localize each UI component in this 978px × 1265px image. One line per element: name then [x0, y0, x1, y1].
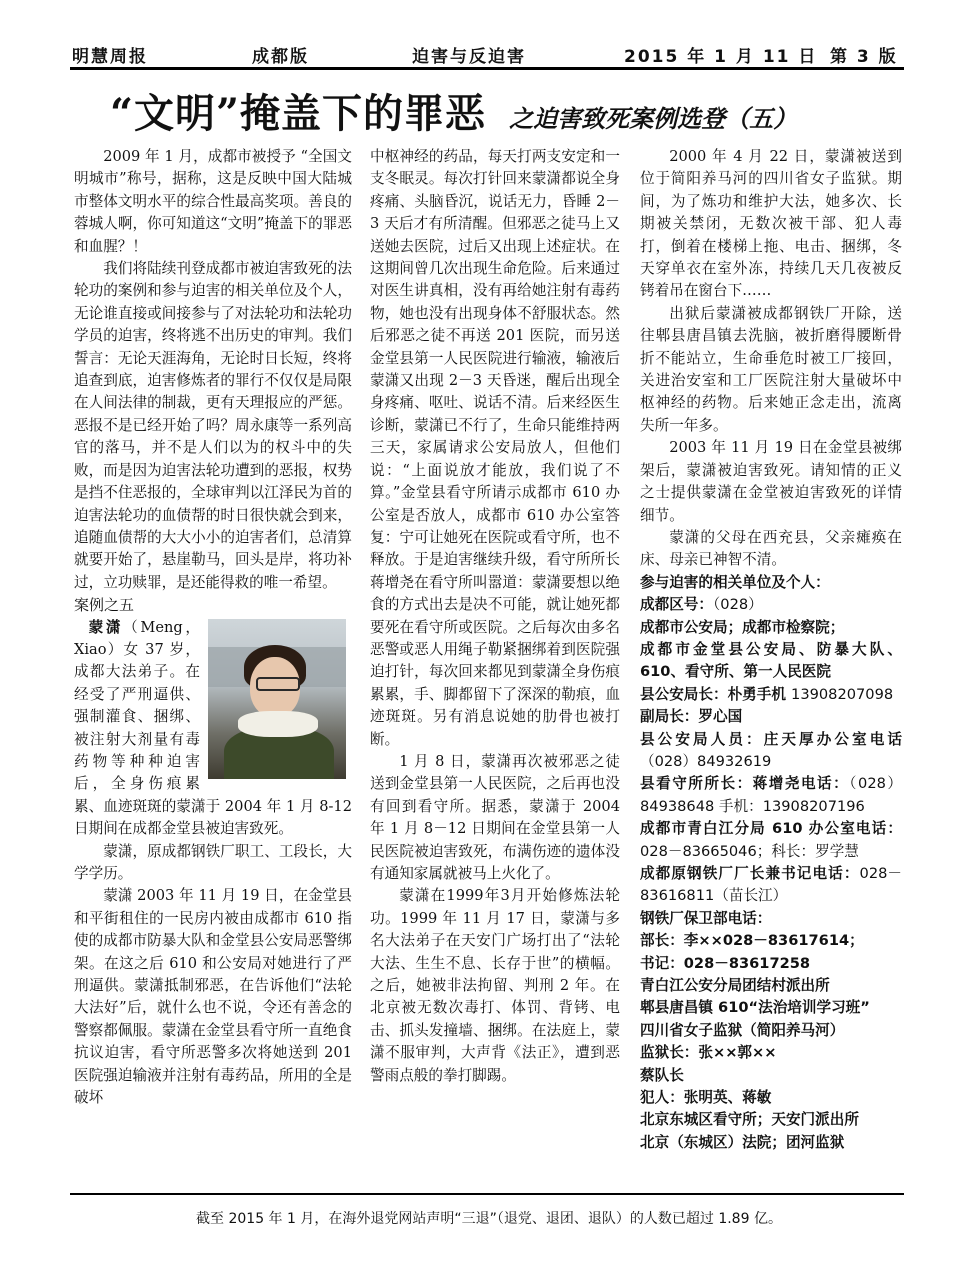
list-item: 县公安局长：朴勇手机 13908207098 — [640, 685, 894, 703]
list-item: 郫县唐昌镇 610“法治培训学习班” — [640, 999, 870, 1017]
column-1 — [74, 146, 352, 1109]
list-item: 成都区号：（028） — [640, 596, 763, 614]
list-item: 钢铁厂保卫部电话： — [640, 909, 772, 927]
footer-note: 截至 2015 年 1 月，在海外退党网站声明“三退”（退党、退团、退队）的人数已超过 1.89 亿。 — [196, 1211, 782, 1227]
list-item: 部长：李××028－83617614； — [640, 932, 864, 950]
list-item: 书记：028－83617258 — [640, 954, 811, 972]
prison-paragraph: 2000 年 4 月 22 日，蒙潇被送到位于简阳养马河的四川省女子监狱。期间，为了炼功和维护大法，她多次、长期被关禁闭，无数次被干部、犯人毒打，倒着在楼梯上拖、电击、捆绑，冬天穿单衣在室外冻，持续几天几夜被反铐着吊在窗台下…… — [640, 148, 902, 300]
list-title: 参与迫害的相关单位及个人： — [640, 573, 830, 591]
arrest-paragraph: 蒙潇 2003 年 11 月 19 日，在金堂县和平街租住的一民房内被由成都市 610 指使的成都市防暴大队和金堂县公安局恶警绑架。在这之后 610 和公安局对她进行了严刑逼供。蒙潇抵制邪恶，在告诉他们“法轮大法好”后，就什么也不说，令还有善念的警察都佩服。蒙潇在金堂县看守所一直绝食抗议迫害，看守所恶警多次将她送到 201 医院强迫输液并注射有毒药品，所用的全是破坏 — [74, 887, 352, 1107]
edition-label: 成都版 — [252, 47, 309, 67]
list-item: 四川省女子监狱（简阳养马河） — [640, 1021, 845, 1039]
appeal-paragraph: 2003 年 11 月 19 日在金堂县被绑架后，蒙潇被迫害致死。请知情的正义之士提供蒙潇在金堂被迫害致死的详情细节。 — [640, 439, 902, 524]
case-name: 蒙潇 — [88, 618, 124, 636]
list-item: 青白江公安分局团结村派出所 — [640, 977, 830, 995]
list-item: 县看守所所长：蒋增尧电话：（028）84938648 手机：13908207196 — [640, 775, 902, 815]
masthead — [72, 38, 904, 66]
masthead-rule — [70, 67, 904, 70]
list-item: 监狱长：张××郭×× — [640, 1044, 777, 1062]
intro-paragraph: 2009 年 1 月，成都市被授予 “全国文明城市”称号，据称，这是反映中国大陆城市整体文明水平的综合性最高奖项。善良的蓉城人啊，你可知道这“文明”掩盖下的罪恶和血腥？！ — [74, 148, 352, 255]
list-item: 北京东城区看守所；天安门派出所 — [640, 1111, 859, 1129]
victim-photo — [208, 619, 346, 779]
death-paragraph: 1 月 8 日，蒙潇再次被邪恶之徒送到金堂县第一人民医院，之后再也没有回到看守所。据悉，蒙潇于 2004 年 1 月 8－12 日期间在金堂县第一人民医院被迫害致死，布满伤迹的遗体没有通知家属就被马上火化了。 — [370, 752, 620, 882]
page-number: 第 3 版 — [830, 47, 898, 67]
headline-sub: 之迫害致死案例选登（五） — [509, 104, 798, 133]
list-item: 成都市青白江分局 610 办公室电话：028－83665046；科长：罗学慧 — [640, 820, 902, 860]
detention-paragraph: 中枢神经的药品，每天打两支安定和一支冬眠灵。每次打针回来蒙潇都说全身疼痛、头脑昏沉，说话无力，昏睡 2－3 天后才有所清醒。但邪恶之徒马上又送她去医院，过后又出现上述症状。在这期间曾几次出现生命危险。后来通过对医生讲真相，没有再给她注射有毒药物，她也没有出现身体不舒服状态。然后邪恶之徒不再送 201 医院，而另送金堂县第一人民医院进行输液，输液后蒙潇又出现 2－3 天昏迷，醒后出现全身疼痛、呕吐、说话不清。后来经医生诊断，蒙潇已不行了，生命只能维持两三天，家属请求公安局放人，但他们说：“上面说放才能放，我们说了不算。”金堂县看守所请示成都市 610 办公室是否放人，成都市 610 办公室答复：宁可让她死在医院或看守所，也不释放。于是迫害继续升级，看守所所长蒋增尧在看守所叫嚣道：蒙潇要想以绝食的方式出去是决不可能，就让她死都要死在看守所或医院。之后每次由多名恶警或恶人用绳子勒紧捆绑着到医院强迫打针，每次回来都见到蒙潇全身伤痕累累，手、脚都留下了深深的勒痕，血迹斑斑。另有消息说她的肋骨也被打断。 — [370, 148, 620, 748]
bio-paragraph: 蒙潇，原成都钢铁厂职工、工段长，大学学历。 — [74, 842, 352, 882]
list-item: 成都市金堂县公安局、防暴大队、610、看守所、第一人民医院 — [640, 640, 902, 681]
footer-rule — [70, 1193, 904, 1195]
section-title: 案例之五 — [74, 596, 135, 615]
statement-paragraph: 我们将陆续刊登成都市被迫害致死的法轮功的案例和参与迫害的相关单位及个人，无论谁直接或间接参与了对法轮功和法轮功学员的迫害，终将逃不出历史的审判。我们誓言：无论天涯海角，无论时日长短，终将追查到底，迫害修炼者的罪行不仅仅是局限在人间法律的制裁，更有天理报应的严惩。恶报不是已经开始了吗？周永康等一系列高官的落马，并不是人们以为的权斗中的失败，而是因为迫害法轮功遭到的恶报，权势是挡不住恶报的，全球审判以江泽民为首的迫害法轮功的血债帮的时日很快就会到来，追随血债帮的大大小小的迫害者们，总清算就要开始了，悬崖勒马，回头是岸，将功补过，立功赎罪，是还能得救的唯一希望。 — [74, 260, 352, 591]
column-2 — [370, 146, 620, 1087]
paper-name: 明慧周报 — [72, 47, 148, 67]
headline-main: “文明”掩盖下的罪恶 — [110, 90, 487, 137]
release-paragraph: 出狱后蒙潇被成都钢铁厂开除，送往郫县唐昌镇去洗脑，被折磨得腰断骨折不能站立，生命垂危时被工厂接回，关进治安室和工厂医院注射大量破坏中枢神经的药物。后来她正念走出，流离失所一年多。 — [640, 304, 902, 434]
list-item: 北京（东城区）法院；团河监狱 — [640, 1133, 845, 1151]
section-label: 迫害与反迫害 — [412, 47, 526, 67]
list-item: 县公安局人员：庄天厚办公室电话（028）84932619 — [640, 730, 902, 770]
case-intro-text: （Meng，Xiao）女 37 岁，成都大法弟子。在经受了严刑逼供、强制灌食、捆绑、被注射大剂量有毒药物等种种迫害后，全身伤痕累累、血迹斑斑的蒙潇于 2004 年 1 月 8-12 日期间在成都金堂县被迫害致死。 — [74, 618, 352, 838]
history-paragraph: 蒙潇在1999年3月开始修炼法轮功。1999 年 11 月 17 日，蒙潇与多名大法弟子在天安门广场打出了“法轮大法、生生不息、长存于世”的横幅。之后，她被非法拘留、判刑 2 年。在北京被无数次毒打、体罚、背铐、电击、抓头发撞墙、捆绑。在法庭上，蒙潇不服审判，大声背《法正》，遭到恶警雨点般的拳打脚踢。 — [370, 887, 620, 1084]
list-item: 成都原钢铁厂厂长兼书记电话：028－83616811（苗长江） — [640, 865, 902, 905]
headline — [110, 82, 910, 138]
list-item: 犯人：张明英、蒋敏 — [640, 1089, 772, 1107]
list-item: 成都市公安局；成都市检察院； — [640, 618, 845, 636]
list-item: 蔡队长 — [640, 1066, 684, 1084]
column-3 — [640, 146, 902, 1154]
perpetrator-list — [640, 594, 902, 1154]
family-paragraph: 蒙潇的父母在西充县，父亲瘫痪在床、母亲已神智不清。 — [640, 528, 902, 569]
list-item: 副局长：罗心国 — [640, 708, 743, 726]
issue-date: 2015 年 1 月 11 日 — [624, 47, 818, 67]
